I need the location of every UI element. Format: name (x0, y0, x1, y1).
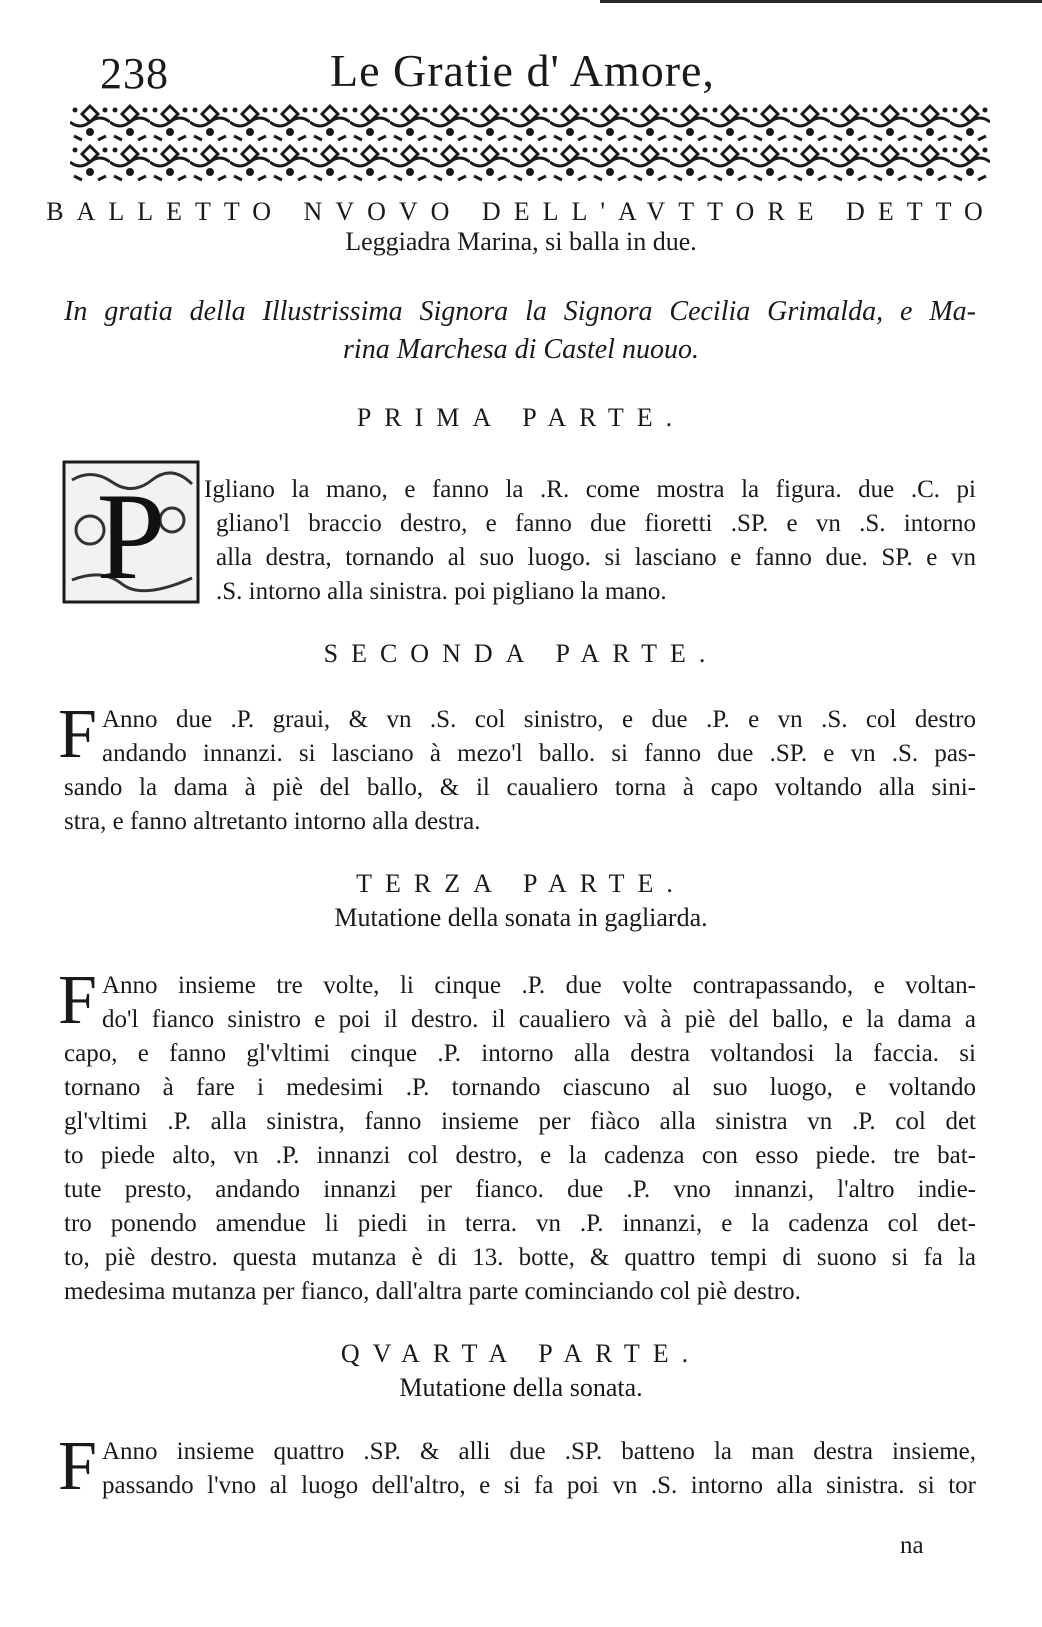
text-line: Anno insieme tre volte, li cinque .P. due volte contrapassando, e voltan- (102, 972, 976, 999)
text-line: gliano'l braccio destro, e fanno due fioretti .SP. e vn .S. intorno (216, 510, 976, 537)
ornament-band (70, 102, 990, 182)
dropcap-f: F (58, 962, 97, 1039)
text-line: to piede alto, vn .P. innanzi col destro, e la cadenza con esso piede. tre bat- (64, 1142, 976, 1169)
catchword: na (900, 1532, 924, 1559)
text-line: Igliano la mano, e fanno la .R. come mostra la figura. due .C. pi (204, 476, 976, 503)
text-line: .S. intorno alla sinistra. poi pigliano la mano. (216, 578, 667, 605)
text-line: medesima mutanza per fianco, dall'altra parte cominciando col piè destro. (64, 1278, 801, 1305)
running-title: Le Gratie d' Amore, (330, 45, 715, 96)
text-line: tute presto, andando innanzi per fianco. due .P. vno innanzi, l'altro indie- (64, 1176, 976, 1203)
text-line: do'l fianco sinistro e poi il destro. il caualiero và à piè del ballo, e la dama a (102, 1006, 976, 1033)
page-number: 238 (100, 49, 169, 98)
text-line: sando la dama à piè del ballo, & il caualiero torna à capo voltando alla sini- (64, 774, 976, 801)
text-line: tro ponendo amendue li piedi in terra. vn .P. innanzi, e la cadenza col det- (64, 1210, 976, 1237)
section-heading-terza: TERZA PARTE. (356, 869, 686, 898)
text-line: alla destra, tornando al suo luogo. si lasciano e fanno due. SP. e vn (216, 544, 976, 571)
section-heading-seconda: SECONDA PARTE. (323, 639, 719, 668)
text-line: stra, e fanno altretanto intorno alla destra. (64, 808, 481, 835)
ballet-subtitle: Leggiadra Marina, si balla in due. (345, 227, 697, 256)
text-line: to, piè destro. questa mutanza è di 13. botte, & quattro tempi di suono si fa la (64, 1244, 976, 1271)
ballet-title: BALLETTO NVOVO DELL'AVTTORE DETTO (46, 197, 996, 226)
section-subheading-quarta: Mutatione della sonata. (399, 1373, 643, 1402)
top-rule (600, 0, 1042, 3)
section-heading-quarta: QVARTA PARTE. (340, 1339, 702, 1368)
dropcap-f: F (58, 1428, 97, 1505)
text-line: tornano à fare i medesimi .P. tornando ciascuno al suo luogo, e voltando (64, 1074, 976, 1101)
text-line: gl'vltimi .P. alla sinistra, fanno insieme per fiàco alla sinistra vn .P. col det (64, 1108, 976, 1135)
text-line: andando innanzi. si lasciano à mezo'l ballo. si fanno due .SP. e vn .S. pas- (102, 740, 976, 767)
dropcap-f: F (58, 696, 97, 773)
text-line: passando l'vno al luogo dell'altro, e si fa poi vn .S. intorno alla sinistra. si tor (102, 1472, 976, 1499)
section-subheading-terza: Mutatione della sonata in gagliarda. (334, 903, 708, 932)
dropcap-letter: P (96, 468, 166, 604)
dedication-line-1: In gratia della Illustrissima Signora la Signora Cecilia Grimalda, e Ma- (64, 296, 976, 327)
section-heading-prima: PRIMA PARTE. (356, 403, 686, 432)
decorated-initial-p (62, 460, 200, 604)
text-line: Anno insieme quattro .SP. & alli due .SP. batteno la man destra insieme, (102, 1438, 976, 1465)
text-line: Anno due .P. graui, & vn .S. col sinistro, e due .P. e vn .S. col destro (102, 706, 976, 733)
dedication-line-2: rina Marchesa di Castel nuouo. (343, 334, 699, 365)
text-line: capo, e fanno gl'vltimi cinque .P. intorno alla destra voltandosi la faccia. si (64, 1040, 976, 1067)
